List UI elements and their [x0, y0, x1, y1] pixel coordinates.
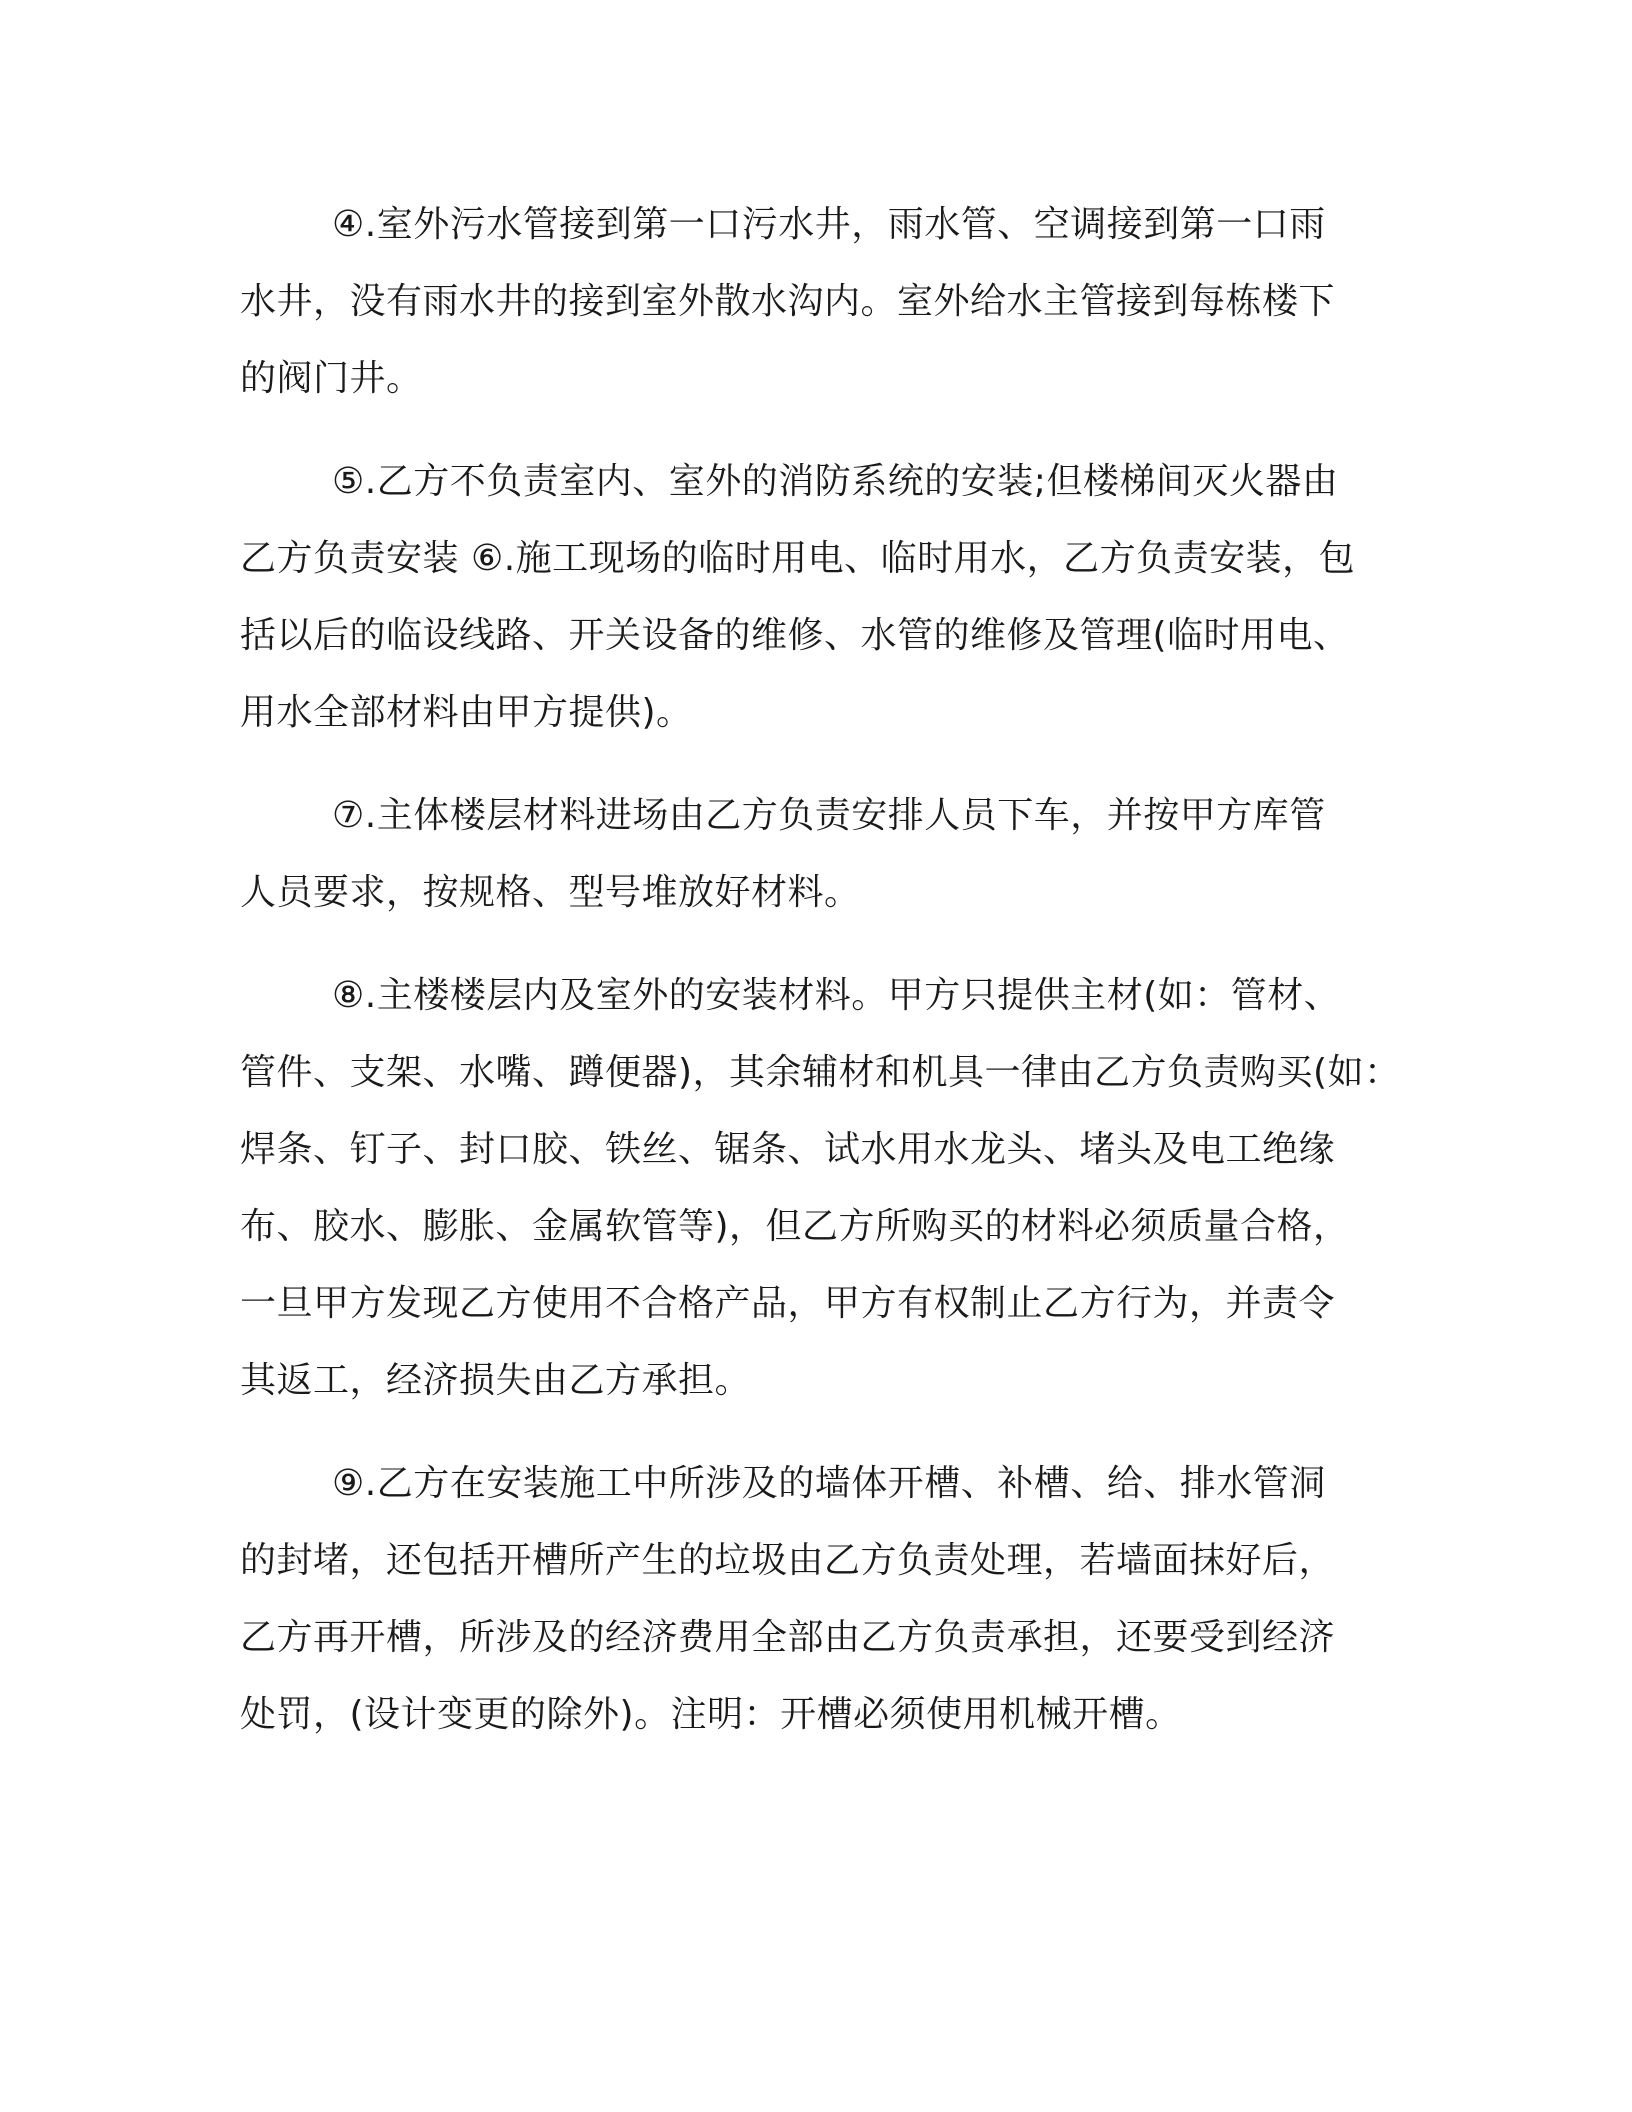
paragraph-item-5-6: ⑤.乙方不负责室内、室外的消防系统的安装;但楼梯间灭火器由 乙方负责安装 ⑥.施工现场的临时用电、临时用水，乙方负责安装，包 括以后的临设线路、开关设备的维修、水管的维修及管理(临时用电、 用水全部材料由甲方提供)。 — [240, 461, 1356, 733]
document-body — [240, 186, 1412, 1779]
paragraph-item-8: ⑧.主楼楼层内及室外的安装材料。甲方只提供主材(如：管材、 管件、支架、水嘴、蹲便器)，其余辅材和机具一律由乙方负责购买(如： 焊条、钉子、封口胶、铁丝、锯条、试水用水龙头、堵头及电工绝缘 布、胶水、膨胀、金属软管等)，但乙方所购买的材料必须质量合格， 一旦甲方发现乙方使用不合格产品，甲方有权制止乙方行为，并责令 其返工，经济损失由乙方承担。 — [240, 975, 1401, 1401]
paragraph-item-4: ④.室外污水管接到第一口污水井，雨水管、空调接到第一口雨 水井，没有雨水井的接到室外散水沟内。室外给水主管接到每栋楼下 的阀门井。 — [240, 204, 1336, 399]
paragraph-item-9: ⑨.乙方在安装施工中所涉及的墙体开槽、补槽、给、排水管洞 的封堵，还包括开槽所产生的垃圾由乙方负责处理，若墙面抹好后， 乙方再开槽，所涉及的经济费用全部由乙方负责承担，还要受到经济 处罚，(设计变更的除外)。注明：开槽必须使用机械开槽。 — [240, 1463, 1336, 1735]
paragraph-item-7: ⑦.主体楼层材料进场由乙方负责安排人员下车，并按甲方库管 人员要求，按规格、型号堆放好材料。 — [240, 795, 1326, 913]
